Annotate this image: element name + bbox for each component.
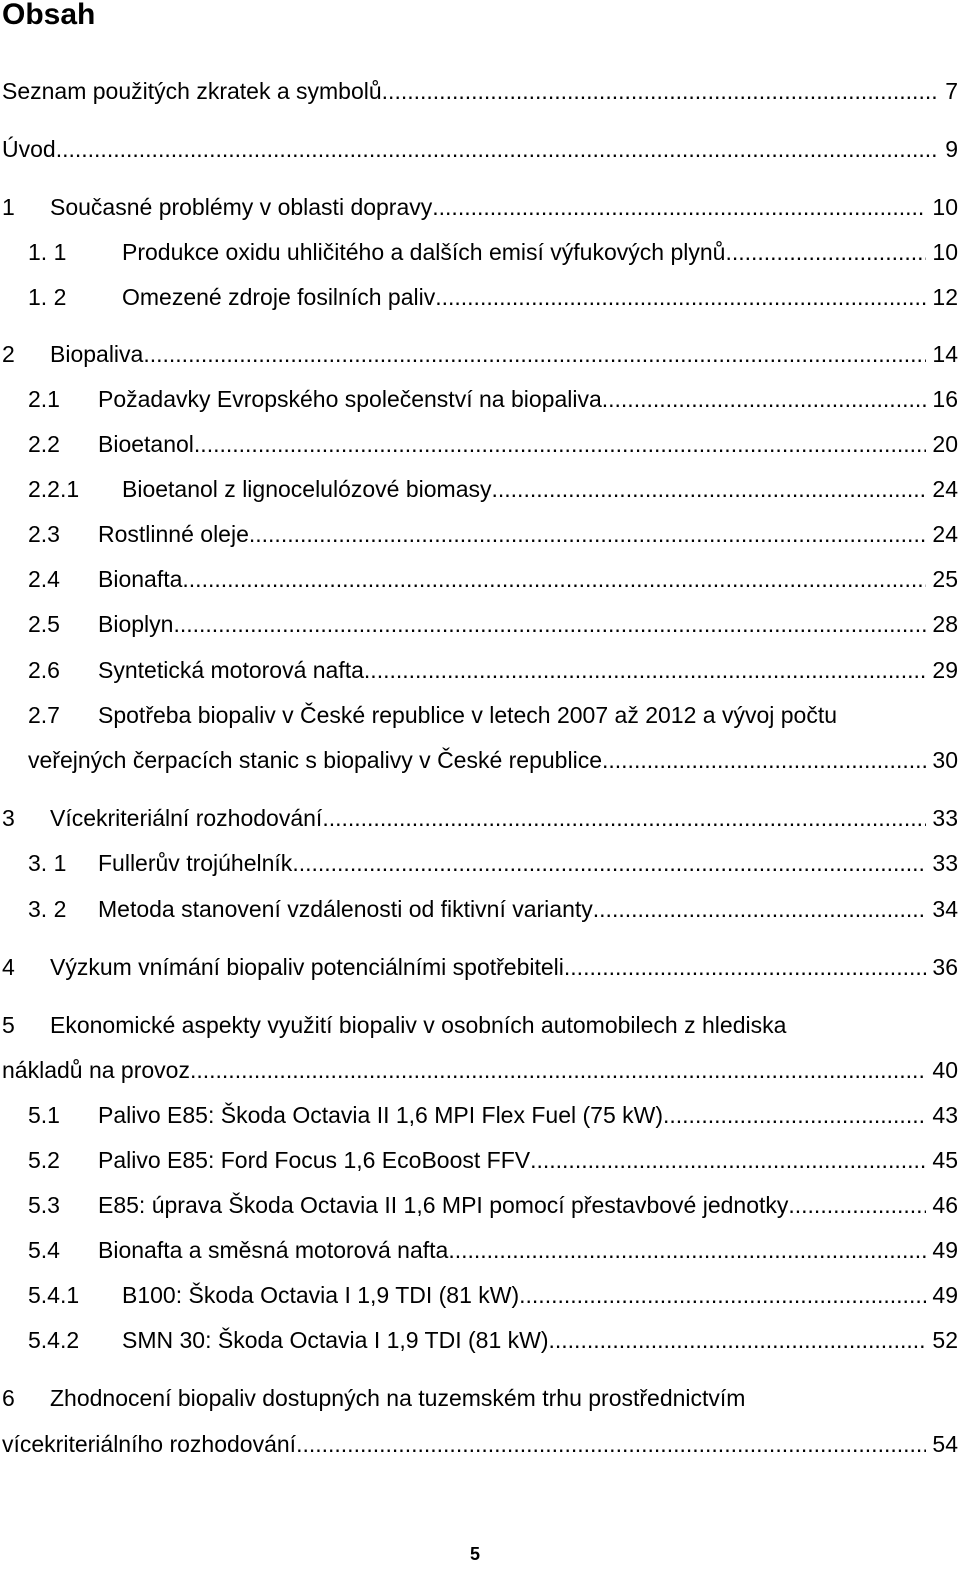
toc-entry[interactable] <box>28 894 958 924</box>
toc-leader <box>549 1325 927 1355</box>
toc-entry-page: 10 <box>932 194 958 220</box>
page-number: 5 <box>470 1544 481 1564</box>
toc-entry-number: 2 <box>2 341 15 367</box>
toc-leader <box>182 564 926 594</box>
toc-entry-number: 5.4 <box>28 1237 60 1263</box>
toc-entry-title-continued: nákladů na provoz <box>2 1057 190 1083</box>
toc-entry-page: 43 <box>932 1102 958 1128</box>
toc-entry-number: 2.1 <box>28 386 60 412</box>
toc-entry-title-continued: vícekriteriálního rozhodování <box>2 1431 297 1457</box>
toc-entry-title: Výzkum vnímání biopaliv potenciálními spotřebiteli <box>50 954 564 980</box>
toc-leader <box>364 655 926 685</box>
toc-leader <box>296 1429 926 1459</box>
toc-entry-page: 40 <box>932 1057 958 1083</box>
toc-entry[interactable] <box>28 1145 958 1175</box>
toc-entry-title: Bioetanol z lignocelulózové biomasy <box>122 476 492 502</box>
toc-entry-title: Současné problémy v oblasti dopravy <box>50 194 433 220</box>
toc-entry-number: 3 <box>2 805 15 831</box>
toc-entry-page: 9 <box>945 136 958 162</box>
toc-entry-page: 14 <box>932 341 958 367</box>
toc-leader <box>519 1280 926 1310</box>
toc-leader <box>322 803 926 833</box>
toc-leader <box>725 237 926 267</box>
toc-entry-number: 2.7 <box>28 702 60 728</box>
toc-entry-title: Spotřeba biopaliv v České republice v letech 2007 až 2012 a vývoj počtu <box>98 702 838 728</box>
toc-entry[interactable] <box>2 192 958 222</box>
toc-entry-page: 16 <box>932 386 958 412</box>
toc-entry-number: 5.1 <box>28 1102 60 1128</box>
toc-entry[interactable] <box>2 76 958 106</box>
toc-entry-number: 1 <box>2 194 15 220</box>
toc-entry-title: Omezené zdroje fosilních paliv <box>122 284 436 310</box>
toc-entry-title: B100: Škoda Octavia I 1,9 TDI (81 kW) <box>122 1282 520 1308</box>
toc-entry-page: 10 <box>932 239 958 265</box>
toc-entry-title: Metoda stanovení vzdálenosti od fiktivní varianty <box>98 896 593 922</box>
toc-leader <box>593 894 927 924</box>
toc-entry-number: 2.2.1 <box>28 476 80 502</box>
toc-entry-page: 24 <box>932 521 958 547</box>
toc-entry[interactable] <box>28 384 958 414</box>
toc-leader <box>564 952 927 982</box>
toc-entry-page: 7 <box>945 78 958 104</box>
toc-leader <box>492 474 927 504</box>
toc-entry-title: Rostlinné oleje <box>98 521 249 547</box>
toc-leader <box>194 429 926 459</box>
toc-entry-number: 5.2 <box>28 1147 60 1173</box>
toc-entry-title: Požadavky Evropského společenství na biopaliva <box>98 386 602 412</box>
toc-entry-page: 28 <box>932 611 958 637</box>
toc-leader <box>292 848 926 878</box>
toc-entry-title: SMN 30: Škoda Octavia I 1,9 TDI (81 kW) <box>122 1327 549 1353</box>
toc-entry[interactable] <box>28 745 958 775</box>
toc-entry-title: Ekonomické aspekty využití biopaliv v osobních automobilech z hlediska <box>50 1012 787 1038</box>
toc-entry[interactable] <box>28 429 958 459</box>
toc-entry-title: E85: úprava Škoda Octavia II 1,6 MPI pomocí přestavbové jednotky <box>98 1192 789 1218</box>
toc-leader <box>530 1145 926 1175</box>
toc-entry[interactable] <box>28 1100 958 1130</box>
toc-entry[interactable] <box>2 1429 958 1459</box>
toc-entry-page: 46 <box>932 1192 958 1218</box>
toc-entry-number: 3. 1 <box>28 850 67 876</box>
toc-entry[interactable] <box>2 1055 958 1085</box>
toc-entry-title: Bioetanol <box>98 431 194 457</box>
toc-entry-title: Fullerův trojúhelník <box>98 850 293 876</box>
toc-entry-page: 45 <box>932 1147 958 1173</box>
toc-entry[interactable] <box>28 1280 958 1310</box>
toc-entry-number: 5.4.2 <box>28 1327 80 1353</box>
toc-entry[interactable] <box>28 1235 958 1265</box>
toc-entry-number: 5.4.1 <box>28 1282 80 1308</box>
toc-entry-title: Vícekriteriální rozhodování <box>50 805 323 831</box>
toc-entry-number: 2.2 <box>28 431 60 457</box>
toc-leader <box>663 1100 926 1130</box>
toc-entry[interactable] <box>28 655 958 685</box>
toc-entry-number: 2.3 <box>28 521 60 547</box>
toc-entry-first-line[interactable] <box>28 700 837 730</box>
toc-entry-title: Produkce oxidu uhličitého a dalších emisí výfukových plynů <box>122 239 726 265</box>
toc-entry[interactable] <box>28 282 958 312</box>
toc-entry-page: 54 <box>932 1431 958 1457</box>
toc-entry-title: Palivo E85: Ford Focus 1,6 EcoBoost FFV <box>98 1147 531 1173</box>
toc-entry-number: 6 <box>2 1385 15 1411</box>
toc-entry[interactable] <box>2 803 958 833</box>
toc-entry[interactable] <box>28 564 958 594</box>
toc-entry-title: Bioplyn <box>98 611 174 637</box>
toc-entry-number: 2.6 <box>28 657 60 683</box>
toc-entry-page: 34 <box>932 896 958 922</box>
toc-entry-page: 25 <box>932 566 958 592</box>
toc-entry-title: Bionafta <box>98 566 183 592</box>
toc-entry-page: 20 <box>932 431 958 457</box>
toc-entry-page: 12 <box>932 284 958 310</box>
toc-leader <box>432 192 926 222</box>
toc-entry-title: Zhodnocení biopaliv dostupných na tuzemském trhu prostřednictvím <box>50 1385 746 1411</box>
toc-leader <box>435 282 926 312</box>
toc-entry[interactable] <box>28 519 958 549</box>
toc-leader <box>788 1190 926 1220</box>
toc-entry-number: 1. 2 <box>28 284 67 310</box>
toc-entry[interactable] <box>2 339 958 369</box>
toc-entry-number: 5 <box>2 1012 15 1038</box>
toc-entry-number: 5.3 <box>28 1192 60 1218</box>
toc-leader <box>382 76 940 106</box>
toc-entry-title: Palivo E85: Škoda Octavia II 1,6 MPI Flex Fuel (75 kW) <box>98 1102 663 1128</box>
toc-leader <box>249 519 927 549</box>
toc-entry-page: 52 <box>932 1327 958 1353</box>
toc-entry-title-continued: veřejných čerpacích stanic s biopalivy v České republice <box>28 747 602 773</box>
toc-entry-page: 36 <box>932 954 958 980</box>
toc-entry[interactable] <box>28 1190 958 1220</box>
toc-leader <box>173 609 926 639</box>
toc-entry[interactable] <box>28 848 958 878</box>
toc-entry-page: 49 <box>932 1282 958 1308</box>
toc-entry-title: Biopaliva <box>50 341 144 367</box>
toc-leader <box>448 1235 926 1265</box>
toc-entry-page: 29 <box>932 657 958 683</box>
toc-entry-page: 24 <box>932 476 958 502</box>
toc-entry[interactable] <box>28 474 958 504</box>
toc-entry-page: 30 <box>932 747 958 773</box>
toc-leader <box>143 339 926 369</box>
toc-leader <box>190 1055 926 1085</box>
toc-entry-title: Úvod <box>2 136 56 162</box>
toc-entry-page: 49 <box>932 1237 958 1263</box>
toc-entry-page: 33 <box>932 805 958 831</box>
toc-entry-number: 4 <box>2 954 15 980</box>
toc-entry-first-line[interactable] <box>2 1383 745 1413</box>
page-heading: Obsah <box>2 0 96 31</box>
toc-entry-title: Seznam použitých zkratek a symbolů <box>2 78 382 104</box>
toc-entry[interactable] <box>28 609 958 639</box>
toc-entry-title: Syntetická motorová nafta <box>98 657 364 683</box>
toc-entry-number: 2.4 <box>28 566 60 592</box>
toc-entry[interactable] <box>28 237 958 267</box>
toc-entry[interactable] <box>2 134 958 164</box>
toc-entry-number: 1. 1 <box>28 239 67 265</box>
toc-entry-first-line[interactable] <box>2 1010 786 1040</box>
toc-entry-number: 3. 2 <box>28 896 67 922</box>
toc-entry[interactable] <box>2 952 958 982</box>
toc-entry-title: Bionafta a směsná motorová nafta <box>98 1237 449 1263</box>
toc-entry[interactable] <box>28 1325 958 1355</box>
toc-leader <box>602 745 926 775</box>
toc-entry-page: 33 <box>932 850 958 876</box>
toc-entry-number: 2.5 <box>28 611 60 637</box>
toc-leader <box>602 384 927 414</box>
toc-leader <box>56 134 940 164</box>
